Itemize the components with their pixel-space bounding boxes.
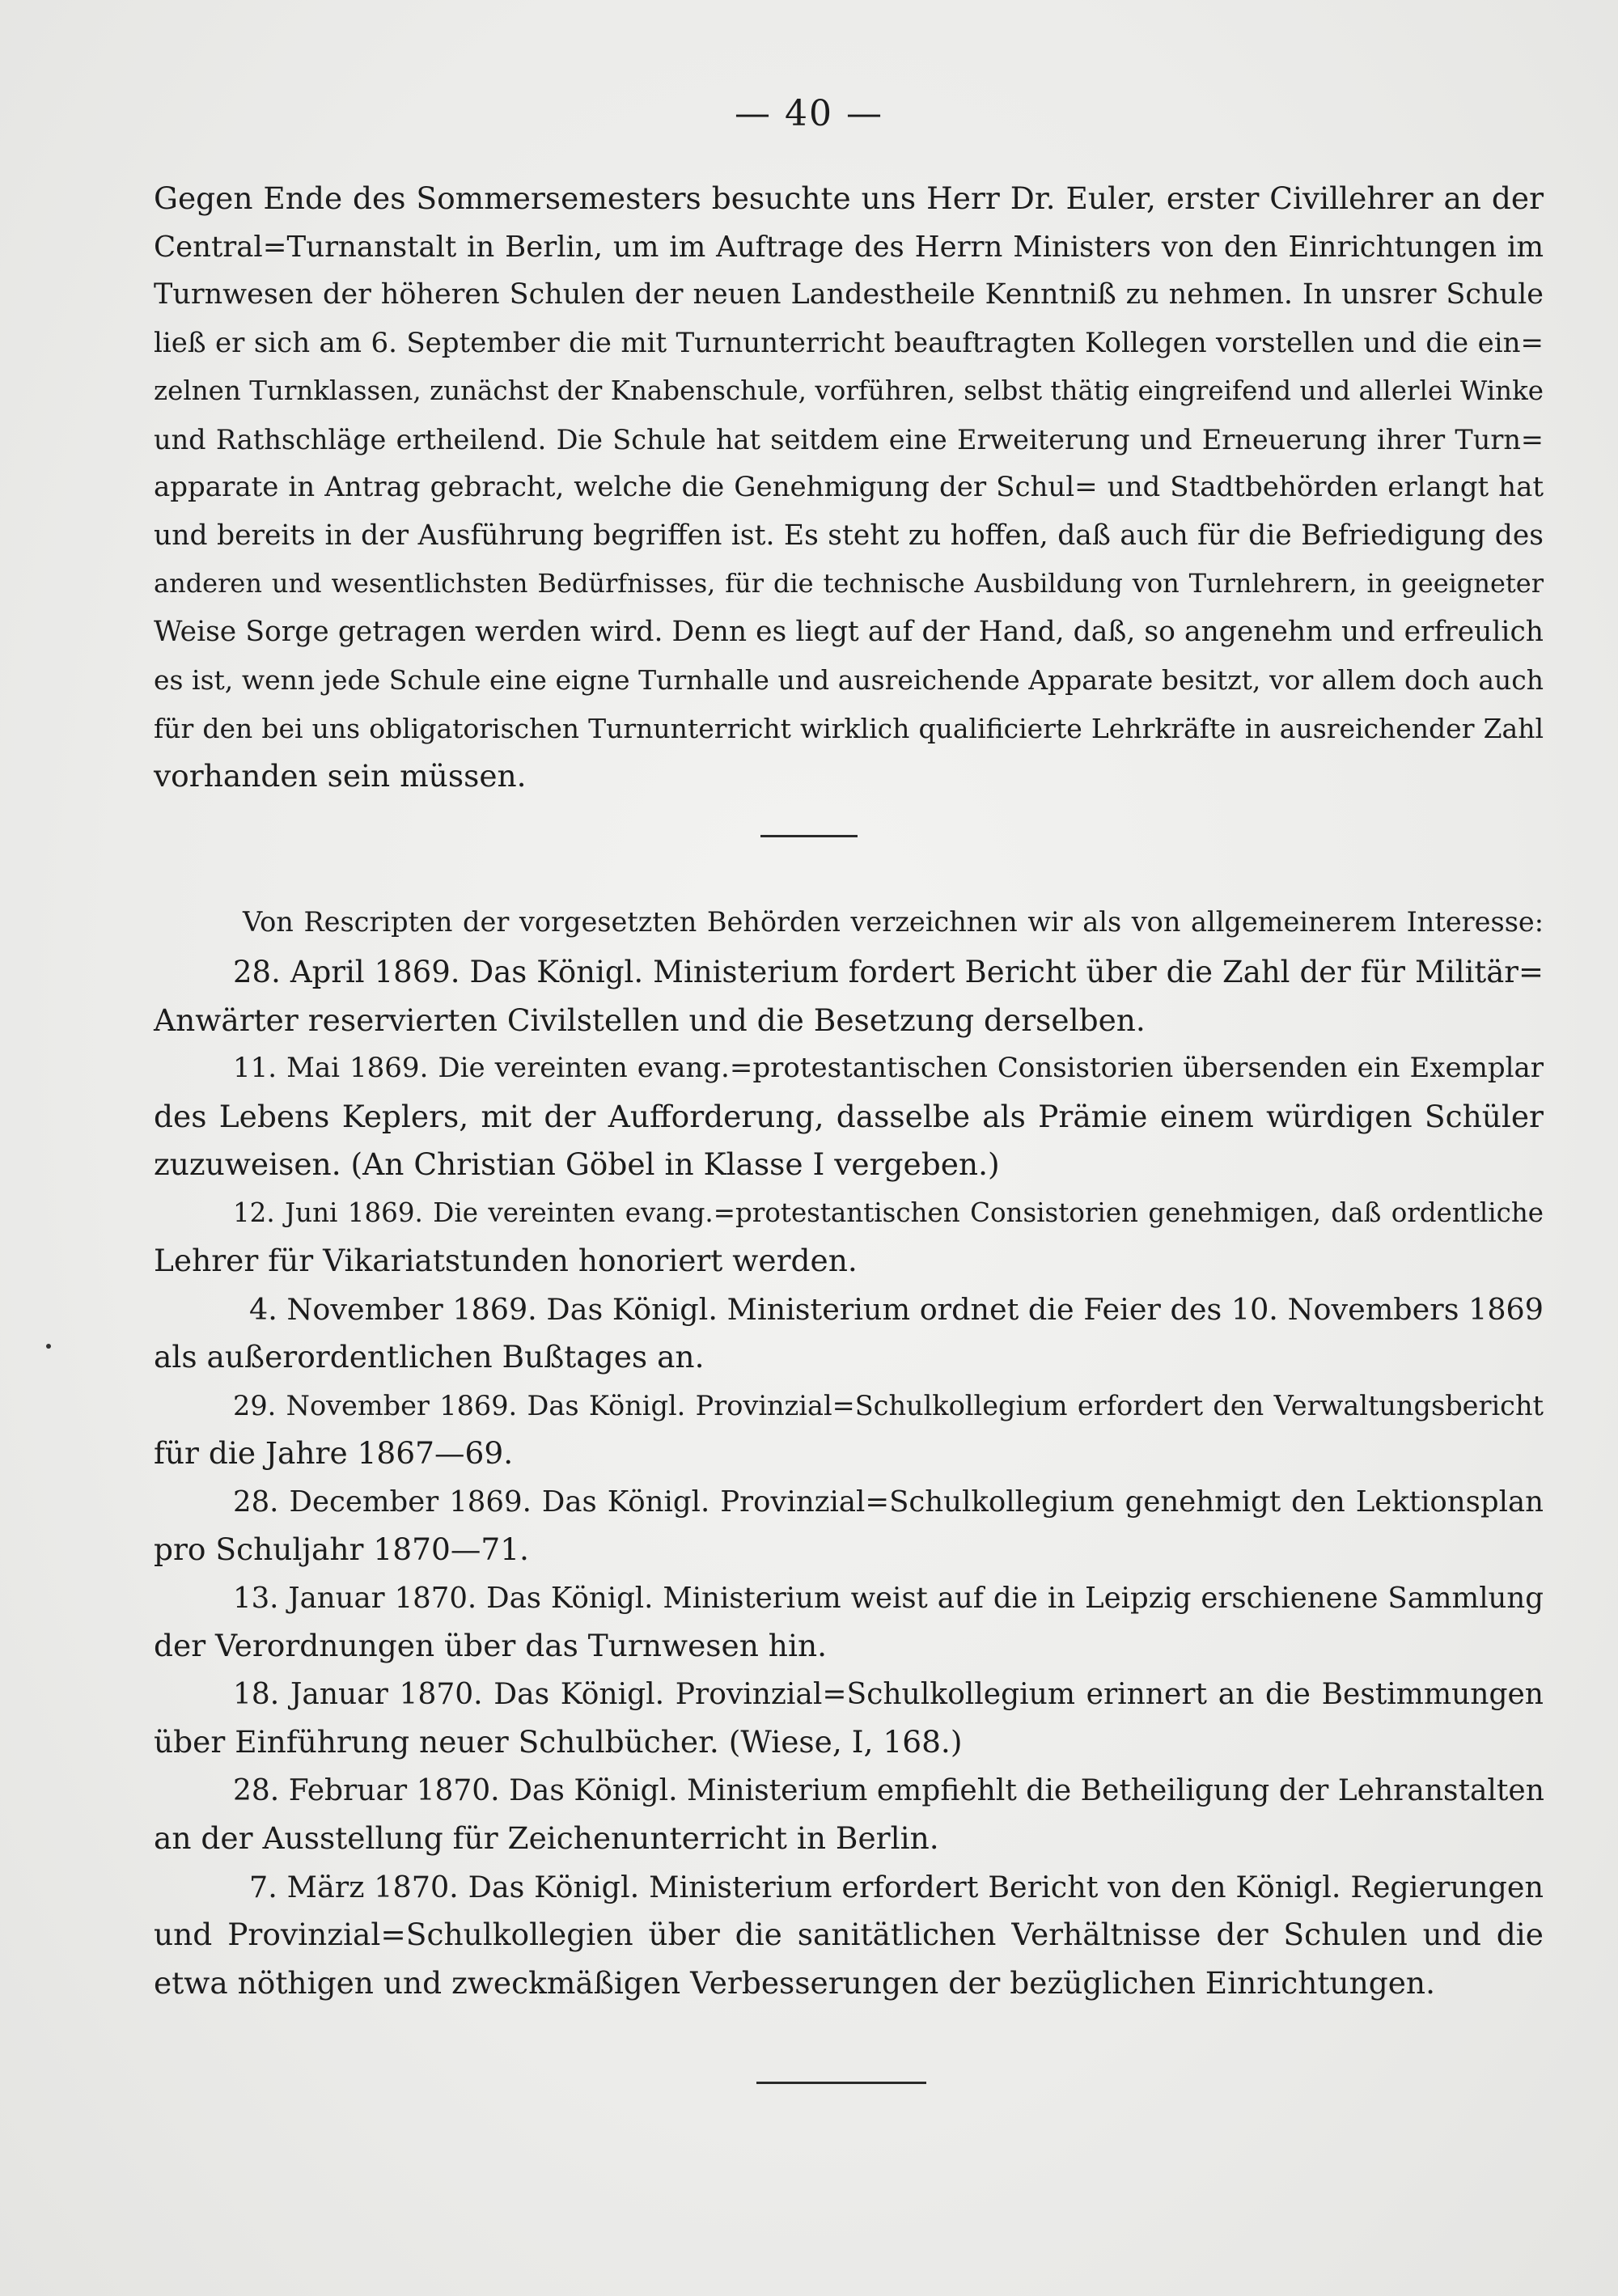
paragraph-line: Weise Sorge getragen werden wird. Denn es liegt auf der Hand, daß, so angenehm und erfreulich — [154, 615, 1544, 648]
rescript-entry — [154, 1478, 1544, 1574]
paragraph-line: für den bei uns obligatorischen Turnunterricht wirklich qualificierte Lehrkräfte in ausreichender Zahl — [154, 712, 1544, 744]
rescript-continuation: über Einführung neuer Schulbücher. (Wiese, I, 168.) — [154, 1724, 963, 1760]
end-rule — [756, 2082, 926, 2084]
rescript-first-line: 11. Mai 1869. Die vereinten evang.=protestantischen Consistorien übersenden ein Exemplar — [233, 1052, 1544, 1084]
paragraph-line: ließ er sich am 6. September die mit Turnunterricht beauftragten Kollegen vorstellen und die ein= — [154, 326, 1544, 359]
paragraph-line: Turnwesen der höheren Schulen der neuen Landestheile Kenntniß zu nehmen. In unsrer Schule — [154, 278, 1544, 311]
rescript-continuation: pro Schuljahr 1870—71. — [154, 1531, 529, 1567]
rescript-continuation: an der Ausstellung für Zeichenunterricht in Berlin. — [154, 1820, 939, 1856]
page-number: — 40 — — [735, 93, 883, 134]
rescript-first-line: 4. November 1869. Das Königl. Ministerium ordnet die Feier des 10. Novembers 1869 — [249, 1291, 1544, 1327]
rescript-entry — [154, 1671, 1544, 1767]
section-divider — [760, 835, 858, 837]
rescript-first-line: 29. November 1869. Das Königl. Provinzial=Schulkollegium erfordert den Verwaltungsbericht — [233, 1389, 1544, 1421]
paragraph-line: und Rathschläge ertheilend. Die Schule hat seitdem eine Erweiterung und Erneuerung ihrer Turn= — [154, 423, 1544, 455]
rescript-continuation: des Lebens Keplers, mit der Aufforderung, dasselbe als Prämie einem würdigen Schüler — [154, 1098, 1544, 1134]
ink-speck — [46, 1344, 51, 1349]
rescript-continuation: der Verordnungen über das Turnwesen hin. — [154, 1628, 828, 1663]
rescript-entry — [154, 948, 1544, 1044]
rescript-entry — [154, 1286, 1544, 1382]
rescript-first-line: 18. Januar 1870. Das Königl. Provinzial=Schulkollegium erinnert an die Bestimmungen — [233, 1677, 1544, 1711]
rescript-entry — [154, 1863, 1544, 2008]
rescript-continuation: zuzuweisen. (An Christian Göbel in Klasse I vergeben.) — [154, 1146, 1000, 1182]
gymnastics-paragraph — [154, 175, 1544, 801]
rescript-continuation: Lehrer für Vikariatstunden honoriert werden. — [154, 1243, 858, 1278]
paragraph-line: es ist, wenn jede Schule eine eigne Turnhalle und ausreichende Apparate besitzt, vor allem doch auch — [154, 664, 1544, 696]
rescript-first-line: 28. April 1869. Das Königl. Ministerium fordert Bericht über die Zahl der für Militär= — [233, 955, 1544, 989]
rescript-first-line: 28. Februar 1870. Das Königl. Ministerium empfiehlt die Betheiligung der Lehranstalten — [233, 1773, 1544, 1807]
rescript-continuation: etwa nöthigen und zweckmäßigen Verbesserungen der bezüglichen Einrichtungen. — [154, 1964, 1436, 2001]
rescript-continuation: als außerordentlichen Bußtages an. — [154, 1339, 705, 1375]
rescript-continuation: für die Jahre 1867—69. — [154, 1435, 514, 1471]
rescript-entry — [154, 1189, 1544, 1286]
rescript-continuation: Anwärter reservierten Civilstellen und die Besetzung derselben. — [154, 1002, 1146, 1038]
paragraph-line: Gegen Ende des Sommersemesters besuchte uns Herr Dr. Euler, erster Civillehrer an der — [154, 180, 1544, 216]
rescript-entry — [154, 1382, 1544, 1478]
rescript-continuation: und Provinzial=Schulkollegien über die sanitätlichen Verhältnisse der Schulen und die — [154, 1917, 1544, 1952]
paragraph-line: anderen und wesentlichsten Bedürfnisses, für die technische Ausbildung von Turnlehrern, in geeigneter — [154, 568, 1544, 599]
rescript-entry — [154, 1574, 1544, 1671]
rescript-first-line: 13. Januar 1870. Das Königl. Ministerium weist auf die in Leipzig erschienene Sammlung — [233, 1581, 1544, 1615]
rescript-first-line: 28. December 1869. Das Königl. Provinzial=Schulkollegium genehmigt den Lektionsplan — [233, 1485, 1544, 1519]
paragraph-line: apparate in Antrag gebracht, welche die Genehmigung der Schul= und Stadtbehörden erlangt hat — [154, 471, 1544, 503]
rescripts-list — [154, 948, 1544, 2007]
paragraph-line: und bereits in der Ausführung begriffen ist. Es steht zu hoffen, daß auch für die Befriedigung des — [154, 519, 1544, 552]
rescript-entry — [154, 1767, 1544, 1863]
rescript-first-line: 12. Juni 1869. Die vereinten evang.=protestantischen Consistorien genehmigen, daß ordentliche — [233, 1197, 1544, 1228]
paragraph-line: vorhanden sein müssen. — [154, 758, 527, 794]
rescripts-heading: Von Rescripten der vorgesetzten Behörden verzeichnen wir als von allgemeinerem Interesse: — [243, 906, 1544, 938]
rescript-first-line: 7. März 1870. Das Königl. Ministerium erfordert Bericht von den Königl. Regierungen — [249, 1869, 1544, 1904]
rescript-entry — [154, 1044, 1544, 1189]
paragraph-line: zelnen Turnklassen, zunächst der Knabenschule, vorführen, selbst thätig eingreifend und allerlei Winke — [154, 375, 1544, 406]
paragraph-line: Central=Turnanstalt in Berlin, um im Auftrage des Herrn Ministers von den Einrichtungen im — [154, 230, 1544, 264]
